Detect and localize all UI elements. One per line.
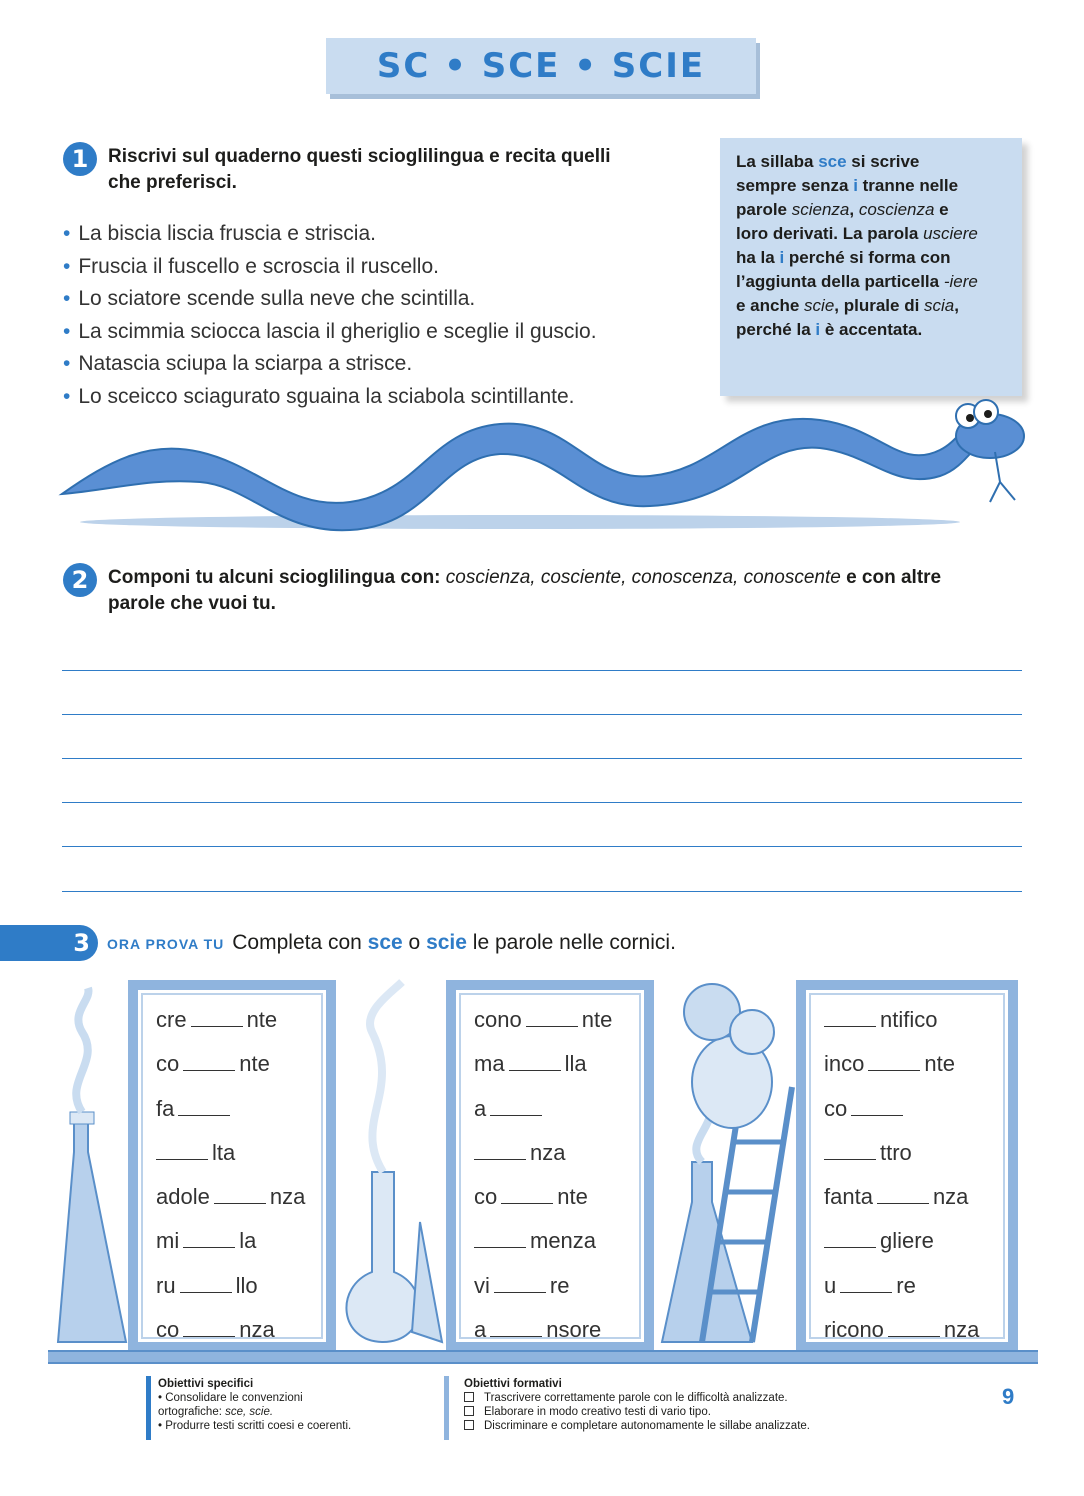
rule-text: , xyxy=(954,296,959,315)
word-row xyxy=(156,1219,326,1263)
word-row xyxy=(824,1175,1008,1219)
tongue-twister-item: • Lo sciatore scende sulla neve che scintilla. xyxy=(63,283,597,316)
footer-bar-specific xyxy=(146,1376,151,1440)
rule-text: e xyxy=(934,200,949,219)
rule-italic: coscienza xyxy=(858,200,935,219)
writing-line[interactable] xyxy=(62,891,1022,892)
footer-formative-title: Obiettivi formativi xyxy=(464,1378,562,1390)
exercise-1-instruction-line2: che preferisci. xyxy=(108,172,237,193)
rule-text: si scrive xyxy=(846,152,920,171)
rule-italic: scienza xyxy=(791,200,850,219)
word-part: co xyxy=(156,1051,180,1077)
word-part: nte xyxy=(239,1051,270,1077)
rule-text: tranne nelle xyxy=(857,176,959,195)
word-row xyxy=(824,1087,1008,1131)
word-part: nza xyxy=(530,1139,566,1165)
word-part: adole xyxy=(156,1184,210,1210)
word-part: co xyxy=(824,1095,848,1121)
word-part: lta xyxy=(212,1139,236,1165)
word-row xyxy=(824,1042,1008,1086)
footer-specific-item-italic: sce, scie. xyxy=(225,1406,274,1418)
word-part: co xyxy=(156,1317,180,1343)
word-frame-1 xyxy=(128,980,336,1352)
blank-field[interactable] xyxy=(501,1184,553,1204)
exercise-3-text: o xyxy=(402,931,427,954)
word-row xyxy=(156,1131,326,1175)
word-part: cre xyxy=(156,1007,187,1032)
word-part: ricono xyxy=(824,1317,884,1343)
tongue-twister-item: • Natascia sciupa la sciarpa a strisce. xyxy=(63,348,597,381)
word-part: nte xyxy=(246,1007,278,1032)
rule-text: perché si forma con xyxy=(784,248,951,267)
snake-illustration xyxy=(0,390,1084,550)
word-row xyxy=(474,1308,644,1352)
tongue-twister-item: • La biscia liscia fruscia e striscia. xyxy=(63,218,597,251)
blank-field[interactable] xyxy=(490,1317,542,1337)
word-part: ntifico xyxy=(880,1007,938,1032)
rule-highlight: i xyxy=(853,176,858,195)
blank-field[interactable] xyxy=(824,1007,876,1027)
word-part: ma xyxy=(474,1051,505,1077)
footer-specific-item: • Consolidare le convenzioni xyxy=(158,1392,303,1404)
word-part: re xyxy=(549,1272,570,1298)
word-part: menza xyxy=(530,1228,597,1254)
exercise-3-keyword: scie xyxy=(426,931,467,954)
writing-line[interactable] xyxy=(62,802,1022,803)
word-part: cono xyxy=(474,1007,522,1032)
word-part: llo xyxy=(235,1272,258,1298)
blank-field[interactable] xyxy=(840,1273,892,1293)
rule-text: è accentata. xyxy=(820,320,923,339)
steam-icon xyxy=(76,988,88,1112)
rule-text: La sillaba xyxy=(736,152,819,171)
word-part: nte xyxy=(581,1007,613,1032)
blank-field[interactable] xyxy=(490,1096,542,1116)
word-part: fanta xyxy=(824,1184,873,1210)
page-number: 9 xyxy=(1002,1384,1015,1409)
snake-pupil xyxy=(966,414,974,422)
flask-icon xyxy=(58,1122,126,1342)
blank-field[interactable] xyxy=(824,1228,876,1248)
word-row xyxy=(156,1308,326,1352)
rule-italic: scie xyxy=(804,296,835,315)
blank-field[interactable] xyxy=(851,1096,903,1116)
word-row xyxy=(824,1131,1008,1175)
word-part: ttro xyxy=(880,1139,912,1165)
writing-line[interactable] xyxy=(62,846,1022,847)
tongue-twister-item: • La scimmia sciocca lascia il gheriglio e sceglie il guscio. xyxy=(63,316,597,349)
word-part: u xyxy=(824,1272,837,1298)
rule-italic: usciere xyxy=(923,224,978,243)
word-part: nte xyxy=(557,1184,588,1210)
footer-specific-objectives xyxy=(158,1377,351,1433)
word-part: a xyxy=(474,1095,487,1121)
blank-field[interactable] xyxy=(474,1228,526,1248)
rule-text: , xyxy=(849,200,859,219)
blank-field[interactable] xyxy=(877,1184,929,1204)
word-part: fa xyxy=(156,1095,175,1121)
footer-formative-item: Trascrivere correttamente parole con le difficoltà analizzate. xyxy=(484,1392,788,1404)
snake-body xyxy=(62,418,990,530)
blank-field[interactable] xyxy=(191,1007,243,1027)
ora-prova-tu-label: ORA PROVA TU xyxy=(107,936,225,952)
rule-text: perché la xyxy=(736,320,816,339)
word-part: lla xyxy=(564,1051,587,1077)
mouse-head xyxy=(730,1010,774,1054)
footer-specific-item: ortografiche: xyxy=(158,1406,226,1418)
rule-text: sempre senza xyxy=(736,176,854,195)
word-part: co xyxy=(474,1184,498,1210)
exercise-2-number: 2 xyxy=(63,563,97,597)
blank-field[interactable] xyxy=(868,1051,920,1071)
word-part: nza xyxy=(269,1184,306,1210)
word-part: nza xyxy=(239,1317,275,1343)
word-part: nza xyxy=(943,1317,980,1343)
footer-formative-objectives xyxy=(464,1377,810,1433)
word-row xyxy=(156,1264,326,1308)
exercise-1-number: 1 xyxy=(63,142,97,176)
footer-formative-item: Discriminare e completare autonomamente le sillabe analizzate. xyxy=(484,1420,810,1432)
word-part: a xyxy=(474,1317,487,1343)
exercise-3-band: 3 xyxy=(0,925,98,961)
steam-icon xyxy=(370,982,402,1172)
blank-field[interactable] xyxy=(183,1317,235,1337)
writing-line[interactable] xyxy=(62,758,1022,759)
rule-box xyxy=(720,138,1022,396)
blank-field[interactable] xyxy=(474,1140,526,1160)
word-row xyxy=(824,1219,1008,1263)
word-row xyxy=(156,1175,326,1219)
exercise-3-text: le parole nelle cornici. xyxy=(466,931,676,954)
word-part: mi xyxy=(156,1228,180,1254)
word-row xyxy=(824,998,1008,1042)
snake-pupil xyxy=(984,410,992,418)
word-part: re xyxy=(896,1272,916,1298)
blank-field[interactable] xyxy=(183,1051,235,1071)
rule-highlight: sce xyxy=(818,152,847,171)
word-frame-2 xyxy=(446,980,654,1352)
exercise-2-text: parole che vuoi tu. xyxy=(108,593,276,614)
snake-tongue xyxy=(990,452,1015,502)
blank-field[interactable] xyxy=(178,1096,230,1116)
word-row xyxy=(824,1308,1008,1352)
exercise-3-text: Completa con xyxy=(232,931,368,954)
footer-formative-item: Elaborare in modo creativo testi di vario tipo. xyxy=(484,1406,711,1418)
blank-field[interactable] xyxy=(888,1317,940,1337)
exercise-1-instruction-line1: Riscrivi sul quaderno questi scioglilingua e recita quelli xyxy=(108,146,611,167)
word-row xyxy=(474,1264,644,1308)
word-part: nte xyxy=(924,1051,955,1077)
word-part: vi xyxy=(474,1272,490,1298)
word-row xyxy=(156,998,326,1042)
rule-highlight: i xyxy=(779,248,785,267)
word-row xyxy=(474,1087,644,1131)
rule-highlight: i xyxy=(815,320,821,339)
exercise-3-instruction xyxy=(107,928,676,959)
page-title: SC • SCE • SCIE xyxy=(326,38,756,94)
word-part: ru xyxy=(156,1272,176,1298)
footer-specific-title: Obiettivi specifici xyxy=(158,1378,254,1390)
round-flask-icon xyxy=(346,1172,419,1342)
writing-line[interactable] xyxy=(62,670,1022,671)
tongue-twister-item: • Fruscia il fuscello e scroscia il ruscello. xyxy=(63,251,597,284)
checkbox[interactable] xyxy=(464,1420,474,1430)
word-row xyxy=(156,1087,326,1131)
word-row xyxy=(824,1264,1008,1308)
word-row xyxy=(474,1175,644,1219)
rule-text: parole xyxy=(736,200,792,219)
word-part: gliere xyxy=(880,1228,934,1254)
word-part: la xyxy=(239,1228,257,1254)
snake-shadow xyxy=(80,515,960,529)
exercise-1-instruction xyxy=(108,144,611,196)
rule-text: loro derivati. La parola xyxy=(736,224,924,243)
rule-text: e anche xyxy=(736,296,805,315)
exercise-3-keyword: sce xyxy=(367,931,403,954)
blank-field[interactable] xyxy=(824,1140,876,1160)
exercise-2-text: Componi tu alcuni scioglilingua con: xyxy=(108,567,446,588)
blank-field[interactable] xyxy=(509,1051,561,1071)
rule-text: ha la xyxy=(736,248,780,267)
exercise-2-instruction xyxy=(108,565,1023,617)
tongue-twister-item: • Lo sceicco sciagurato sguaina la sciabola scintillante. xyxy=(63,381,597,414)
rule-italic: -iere xyxy=(943,272,978,291)
footer-bar-formative xyxy=(444,1376,449,1440)
shelf xyxy=(48,1350,1038,1364)
word-part: nsore xyxy=(546,1317,602,1343)
tongue-twister-list xyxy=(63,218,597,414)
word-row xyxy=(474,1042,644,1086)
blank-field[interactable] xyxy=(494,1273,546,1293)
checkbox[interactable] xyxy=(464,1392,474,1402)
rule-italic: scia xyxy=(924,296,955,315)
exercise-2-text: e con altre xyxy=(840,567,942,588)
word-frame-3 xyxy=(796,980,1018,1352)
word-part: nza xyxy=(932,1184,969,1210)
rule-text: , plurale di xyxy=(834,296,925,315)
blank-field[interactable] xyxy=(180,1273,232,1293)
blank-field[interactable] xyxy=(183,1228,235,1248)
blank-field[interactable] xyxy=(156,1140,208,1160)
word-row xyxy=(474,1219,644,1263)
ladder-rail xyxy=(752,1087,792,1342)
writing-line[interactable] xyxy=(62,714,1022,715)
cone-flask-icon xyxy=(412,1222,442,1342)
rule-text: l’aggiunta della particella xyxy=(736,272,944,291)
word-part: inco xyxy=(824,1051,865,1077)
word-row xyxy=(156,1042,326,1086)
flask-neck xyxy=(70,1112,94,1124)
blank-field[interactable] xyxy=(526,1007,578,1027)
checkbox[interactable] xyxy=(464,1406,474,1416)
blank-field[interactable] xyxy=(214,1184,266,1204)
exercise-2-words: coscienza, cosciente, conoscenza, conoscente xyxy=(445,567,841,588)
word-row xyxy=(474,1131,644,1175)
footer-specific-item: • Produrre testi scritti coesi e coerenti. xyxy=(158,1420,352,1432)
word-row xyxy=(474,998,644,1042)
